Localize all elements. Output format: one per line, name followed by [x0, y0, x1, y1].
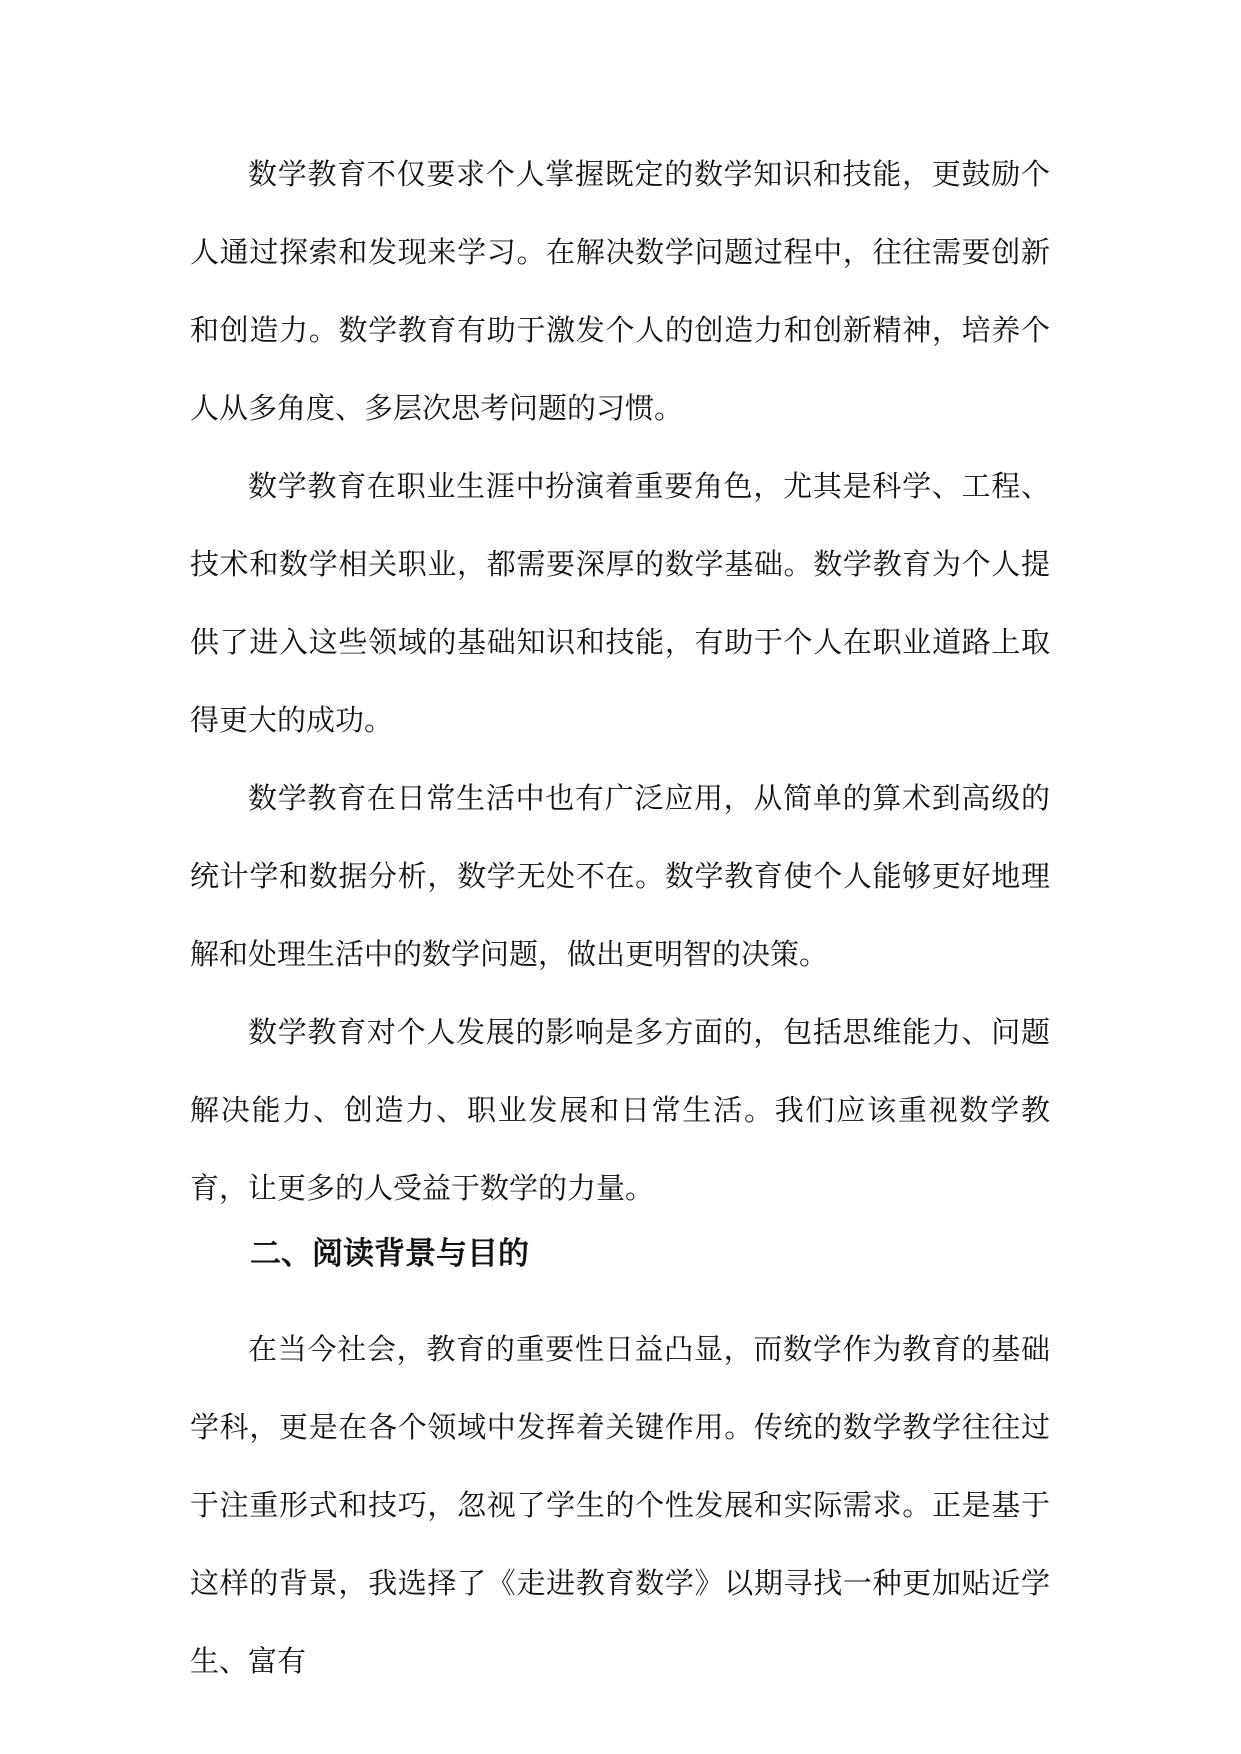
section-heading: 二、阅读背景与目的	[250, 1236, 529, 1272]
paragraph: 数学教育对个人发展的影响是多方面的，包括思维能力、问题解决能力、创造力、职业发展和日常生活。我们应该重视数学教育，让更多的人受益于数学的力量。	[190, 1015, 1050, 1205]
paragraph: 在当今社会，教育的重要性日益凸显，而数学作为教育的基础学科，更是在各个领域中发挥着关键作用。传统的数学教学往往过于注重形式和技巧，忽视了学生的个性发展和实际需求。正是基于这样的背景，我选择了《走进教育数学》以期寻找一种更加贴近学生、富有	[190, 1332, 1050, 1678]
paragraph: 数学教育不仅要求个人掌握既定的数学知识和技能，更鼓励个人通过探索和发现来学习。在解决数学问题过程中，往往需要创新和创造力。数学教育有助于激发个人的创造力和创新精神，培养个人从多角度、多层次思考问题的习惯。	[190, 157, 1050, 425]
paragraph: 数学教育在职业生涯中扮演着重要角色，尤其是科学、工程、技术和数学相关职业，都需要深厚的数学基础。数学教育为个人提供了进入这些领域的基础知识和技能，有助于个人在职业道路上取得更大的成功。	[190, 469, 1050, 737]
paragraph: 数学教育在日常生活中也有广泛应用，从简单的算术到高级的统计学和数据分析，数学无处不在。数学教育使个人能够更好地理解和处理生活中的数学问题，做出更明智的决策。	[190, 781, 1050, 971]
